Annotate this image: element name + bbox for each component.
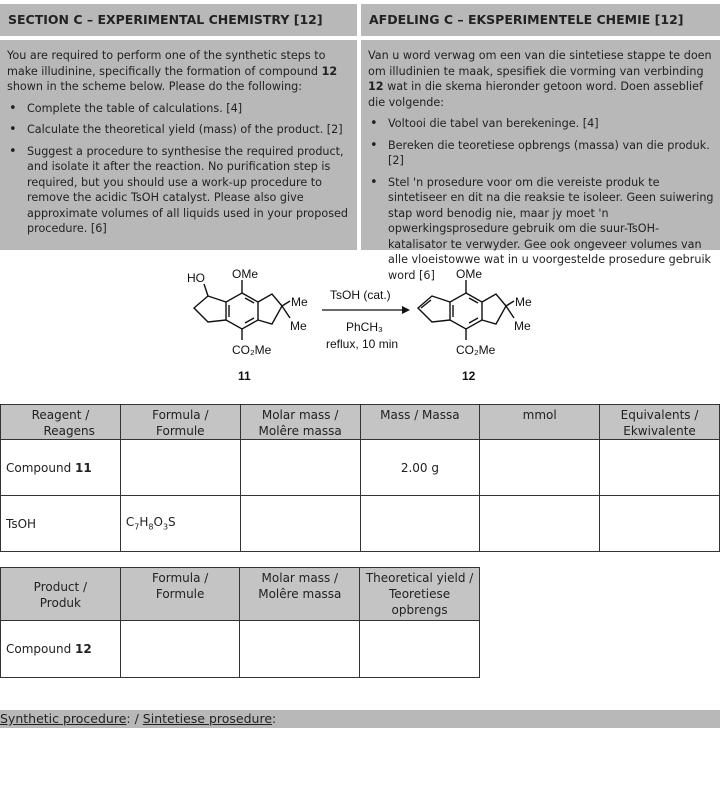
reagent-calculation-table	[0, 404, 720, 552]
row-label-compound-12: Compound 12	[1, 621, 121, 678]
header-molar-mass: Molar mass / Molêre massa	[240, 405, 360, 440]
synthetic-procedure-heading: Synthetic procedure: / Sintetiese prosedure:	[0, 710, 720, 728]
reaction-conditions: reflux, 10 min	[326, 337, 399, 351]
table-row	[1, 496, 720, 552]
cell-formula[interactable]	[120, 621, 240, 678]
compound-11-structure	[194, 280, 290, 340]
cell-equivalents[interactable]	[600, 440, 720, 496]
reagent-solvent: PhCH₃	[346, 320, 383, 334]
task-bullet: • Stel 'n prosedure voor om die vereiste produk te sintetiseer en dit na die reaksie te isoleer. Geen suiwering stap word benodig nie, maar jy moet 'n opwerkingsprosedure gebruik om die suur-TsOH-katalisator te verwyder. Gee ook ongeveer volumes van alle vloeistowwe wat in u voorgestelde prosedure gebruik word [6]	[368, 175, 714, 284]
label-ho: HO	[187, 271, 205, 285]
label-ester: CO₂Me	[232, 343, 272, 357]
cell-equivalents[interactable]	[600, 496, 720, 552]
reaction-scheme	[170, 258, 540, 388]
header-mmol: mmol	[480, 405, 600, 440]
cell-mmol[interactable]	[480, 496, 600, 552]
task-bullet: • Complete the table of calculations. [4]	[7, 101, 351, 117]
cell-formula[interactable]: $C_7H_8O_3S$	[120, 496, 240, 552]
cell-mmol[interactable]	[480, 440, 600, 496]
compound-12-structure	[418, 280, 514, 340]
label-ester: CO₂Me	[456, 343, 496, 357]
cell-mass[interactable]	[360, 496, 480, 552]
cell-molar-mass[interactable]	[240, 440, 360, 496]
header-equivalents: Equivalents / Ekwivalente	[600, 405, 720, 440]
header-mass: Mass / Massa	[360, 405, 480, 440]
label-me: Me	[291, 295, 308, 309]
row-label-compound-11: Compound 11	[1, 440, 121, 496]
table-row	[1, 440, 720, 496]
cell-molar-mass[interactable]	[240, 621, 360, 678]
instructions-english	[0, 40, 357, 250]
instructions-afrikaans	[361, 40, 720, 282]
task-bullet: • Voltooi die tabel van berekeninge. [4]	[368, 116, 714, 132]
table-row	[1, 621, 480, 678]
compound-11-label: 11	[238, 369, 251, 383]
label-ome: OMe	[232, 267, 259, 281]
label-ome: OMe	[456, 267, 483, 281]
section-title-afrikaans: AFDELING C – EKSPERIMENTELE CHEMIE [12]	[361, 4, 720, 36]
task-bullet: • Suggest a procedure to synthesise the required product, and isolate it after the reaction. No purification step is required, but you should use a work-up procedure to remove the acidic TsOH catalyst. Please also give approximate volumes of all liquids used in your proposed procedure. [6]	[7, 144, 351, 237]
label-me: Me	[514, 319, 531, 333]
cell-mass[interactable]: 2.00 g	[360, 440, 480, 496]
product-calculation-table	[0, 567, 480, 678]
cell-molar-mass[interactable]	[240, 496, 360, 552]
header-molar-mass: Molar mass / Molêre massa	[240, 568, 360, 621]
section-title-english: SECTION C – EXPERIMENTAL CHEMISTRY [12]	[0, 4, 357, 36]
header-product: Product / Produk	[1, 568, 121, 621]
intro-paragraph: You are required to perform one of the synthetic steps to make illudinine, specifically the formation of compound 12 shown in the scheme below. Please do the following:	[7, 49, 338, 93]
header-reagent: Reagent / Reagens	[1, 405, 121, 440]
task-bullet: • Calculate the theoretical yield (mass) of the product. [2]	[7, 122, 351, 138]
task-bullet: • Bereken die teoretiese opbrengs (massa) van die produk. [2]	[368, 138, 714, 169]
intro-paragraph: Van u word verwag om een van die sintetiese stappe te doen om illudinien te maak, spesifiek die vorming van verbinding 12 wat in die skema hieronder getoon word. Doen asseblief die volgende:	[368, 49, 712, 109]
header-theoretical-yield: Theoretical yield / Teoretiese opbrengs	[360, 568, 480, 621]
table-header-row	[1, 405, 720, 440]
table-header-row	[1, 568, 480, 621]
reagent-catalyst: TsOH (cat.)	[330, 288, 391, 302]
cell-theoretical-yield[interactable]	[360, 621, 480, 678]
compound-12-label: 12	[462, 369, 476, 383]
row-label-tsoh: TsOH	[1, 496, 121, 552]
label-me: Me	[515, 295, 532, 309]
header-formula: Formula / Formule	[120, 405, 240, 440]
cell-formula[interactable]	[120, 440, 240, 496]
header-formula: Formula / Formule	[120, 568, 240, 621]
reaction-arrow	[322, 306, 410, 314]
label-me: Me	[290, 319, 307, 333]
